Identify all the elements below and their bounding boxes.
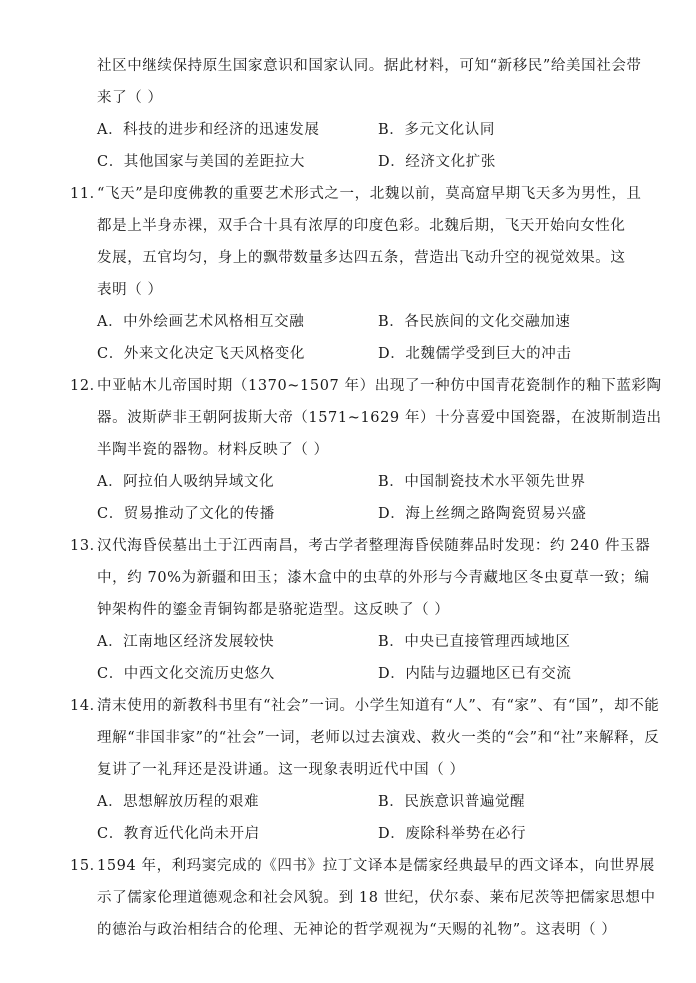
- question-10-option-a[interactable]: A．科技的进步和经济的迅速发展: [97, 122, 320, 138]
- question-12-stem-line-1-row: [70, 376, 662, 396]
- question-12-option-a[interactable]: A．阿拉伯人吸纳异域文化: [97, 474, 275, 490]
- question-13-option-d[interactable]: D．内陆与边疆地区已有交流: [378, 666, 572, 682]
- question-10-stem-line-2: 来了（ ）: [97, 90, 163, 106]
- question-12-number: 12．: [70, 378, 105, 394]
- question-15-stem-line-2: 示了儒家伦理道德观念和社会风貌。到 18 世纪，伏尔泰、莱布尼茨等把儒家思想中: [97, 890, 656, 906]
- question-14-stem-line-1: 清末使用的新教科书里有“社会”一词。小学生知道有“人”、有“家”、有“国”，却不能: [97, 698, 660, 714]
- question-15-stem-line-3: 的德治与政治相结合的伦理、无神论的哲学观视为“天赐的礼物”。这表明（ ）: [97, 922, 617, 938]
- question-10-option-c[interactable]: C．其他国家与美国的差距拉大: [97, 154, 305, 170]
- question-11-stem-line-2: 都是上半身赤裸，双手合十具有浓厚的印度色彩。北魏后期，飞天开始向女性化: [97, 218, 626, 234]
- question-12-option-c[interactable]: C．贸易推动了文化的传播: [97, 506, 275, 522]
- question-13-option-c[interactable]: C．中西文化交流历史悠久: [97, 666, 275, 682]
- question-15-number: 15．: [70, 858, 105, 874]
- question-12-stem-line-1: 中亚帖木儿帝国时期（1370~1507 年）出现了一种仿中国青花瓷制作的釉下蓝彩陶: [97, 378, 662, 394]
- question-13-option-a[interactable]: A．江南地区经济发展较快: [97, 634, 275, 650]
- question-12-stem-line-3: 半陶半瓷的器物。材料反映了（ ）: [97, 442, 329, 458]
- question-14-option-b[interactable]: B．民族意识普遍觉醒: [378, 794, 526, 810]
- question-10-option-d[interactable]: D．经济文化扩张: [378, 154, 496, 170]
- question-14-stem-line-1-row: [70, 696, 659, 716]
- question-11-stem-line-4: 表明（ ）: [97, 282, 163, 298]
- question-14-option-c[interactable]: C．教育近代化尚未开启: [97, 826, 260, 842]
- question-11-stem-line-1-row: [70, 184, 642, 204]
- question-14-stem-line-2: 理解“非国非家”的“社会”一词，老师以过去演戏、救火一类的“会”和“社”来解释，反: [97, 730, 660, 746]
- question-11-stem-line-3: 发展，五官均匀，身上的飘带数量多达四五条，营造出飞动升空的视觉效果。这: [97, 250, 626, 266]
- question-12-option-b[interactable]: B．中国制瓷技术水平领先世界: [378, 474, 586, 490]
- question-14-option-a[interactable]: A．思想解放历程的艰难: [97, 794, 260, 810]
- question-12-option-d[interactable]: D．海上丝绸之路陶瓷贸易兴盛: [378, 506, 587, 522]
- question-15-stem-line-1: 1594 年，利玛窦完成的《四书》拉丁文译本是儒家经典最早的西文译本，向世界展: [97, 858, 655, 874]
- question-15-stem-line-1-row: [70, 856, 655, 876]
- question-14-option-d[interactable]: D．废除科举势在必行: [378, 826, 527, 842]
- question-11-number: 11．: [70, 186, 105, 202]
- question-13-option-b[interactable]: B．中央已直接管理西域地区: [378, 634, 571, 650]
- question-13-stem-line-2: 中，约 70%为新疆和田玉；漆木盒中的虫草的外形与今青藏地区冬虫夏草一致；编: [97, 570, 650, 586]
- question-13-stem-line-3: 钟架构件的鎏金青铜钩都是骆驼造型。这反映了（ ）: [97, 602, 450, 618]
- question-11-option-b[interactable]: B．各民族间的文化交融加速: [378, 314, 571, 330]
- question-13-number: 13．: [70, 538, 105, 554]
- question-11-stem-line-1: “飞天”是印度佛教的重要艺术形式之一，北魏以前，莫高窟早期飞天多为男性，且: [97, 186, 642, 202]
- question-14-number: 14．: [70, 698, 105, 714]
- question-13-stem-line-1: 汉代海昏侯墓出土于江西南昌，考古学者整理海昏侯随葬品时发现：约 240 件玉器: [97, 538, 651, 554]
- question-12-stem-line-2: 器。波斯萨非王朝阿拔斯大帝（1571~1629 年）十分喜爱中国瓷器，在波斯制造出: [97, 410, 662, 426]
- question-10-stem-line-1: 社区中继续保持原生国家意识和国家认同。据此材料，可知“新移民”给美国社会带: [97, 58, 642, 74]
- question-11-option-a[interactable]: A．中外绘画艺术风格相互交融: [97, 314, 305, 330]
- question-13-stem-line-1-row: [70, 536, 650, 556]
- question-11-option-d[interactable]: D．北魏儒学受到巨大的冲击: [378, 346, 572, 362]
- question-10-option-b[interactable]: B．多元文化认同: [378, 122, 495, 138]
- question-14-stem-line-3: 复讲了一礼拜还是没讲通。这一现象表明近代中国（ ）: [97, 762, 465, 778]
- question-11-option-c[interactable]: C．外来文化决定飞天风格变化: [97, 346, 305, 362]
